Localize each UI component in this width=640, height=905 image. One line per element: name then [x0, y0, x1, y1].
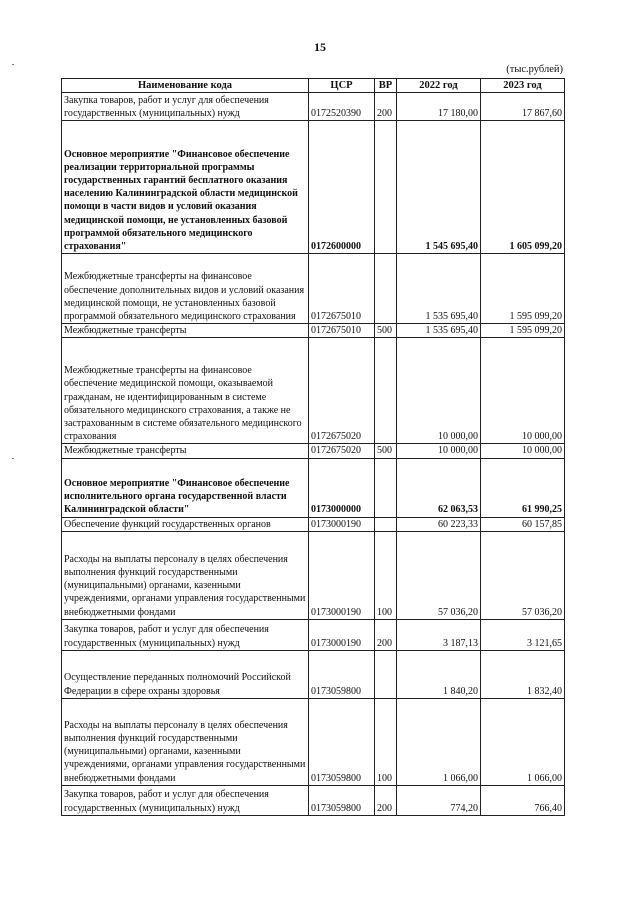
- row-vr: [375, 517, 397, 531]
- row-name: Основное мероприятие "Финансовое обеспечение реализации территориальной программы государственных гарантий бесплатного оказания населению Калининградской области медицинской помощи в части видов и условий оказания медицинской помощи, не установленных базовой программой обязательного медицинского страхования": [62, 121, 309, 254]
- table-row: [62, 531, 565, 619]
- row-2022: 1 535 695,40: [397, 254, 481, 324]
- header-csr: ЦСР: [309, 79, 375, 93]
- row-name: Осуществление переданных полномочий Российской Федерации в сфере охраны здоровья: [62, 650, 309, 698]
- row-csr: 0172675020: [309, 338, 375, 444]
- row-name: Основное мероприятие "Финансовое обеспечение исполнительного органа государственной власти Калининградской области": [62, 458, 309, 517]
- table-row: [62, 444, 565, 458]
- table-row: [62, 254, 565, 324]
- row-2022: 17 180,00: [397, 93, 481, 121]
- row-2022: 1 066,00: [397, 698, 481, 785]
- table-row: [62, 121, 565, 254]
- row-vr: [375, 338, 397, 444]
- table-row: [62, 785, 565, 815]
- row-vr: [375, 650, 397, 698]
- row-2022: 1 840,20: [397, 650, 481, 698]
- table-row: [62, 619, 565, 650]
- row-csr: 0172675020: [309, 444, 375, 458]
- row-2022: 1 535 695,40: [397, 324, 481, 338]
- row-2023: 1 605 099,20: [481, 121, 565, 254]
- table-header-row: [62, 79, 565, 93]
- row-vr: 500: [375, 444, 397, 458]
- row-2022: 1 545 695,40: [397, 121, 481, 254]
- row-2023: 1 595 099,20: [481, 254, 565, 324]
- row-2023: 3 121,65: [481, 619, 565, 650]
- header-name: Наименование кода: [62, 79, 309, 93]
- row-vr: 200: [375, 785, 397, 815]
- row-2022: 10 000,00: [397, 338, 481, 444]
- row-2022: 10 000,00: [397, 444, 481, 458]
- row-2023: 1 832,40: [481, 650, 565, 698]
- row-2023: 10 000,00: [481, 444, 565, 458]
- row-vr: 100: [375, 531, 397, 619]
- row-csr: 0173000000: [309, 458, 375, 517]
- row-csr: 0173059800: [309, 785, 375, 815]
- row-2023: 57 036,20: [481, 531, 565, 619]
- row-vr: 500: [375, 324, 397, 338]
- budget-table: [61, 78, 565, 816]
- row-vr: [375, 458, 397, 517]
- row-2022: 3 187,13: [397, 619, 481, 650]
- row-name: Закупка товаров, работ и услуг для обеспечения государственных (муниципальных) нужд: [62, 619, 309, 650]
- row-2022: 57 036,20: [397, 531, 481, 619]
- row-2023: 10 000,00: [481, 338, 565, 444]
- units-label: (тыс.рублей): [506, 64, 563, 75]
- page-number: 15: [314, 40, 326, 54]
- row-csr: 0172675010: [309, 324, 375, 338]
- row-csr: 0173000190: [309, 517, 375, 531]
- header-2023: 2023 год: [481, 79, 565, 93]
- row-name: Обеспечение функций государственных органов: [62, 517, 309, 531]
- header-2022: 2022 год: [397, 79, 481, 93]
- row-name: Закупка товаров, работ и услуг для обеспечения государственных (муниципальных) нужд: [62, 785, 309, 815]
- table-row: [62, 93, 565, 121]
- row-2023: 766,40: [481, 785, 565, 815]
- row-name: Межбюджетные трансферты: [62, 444, 309, 458]
- row-csr: 0172675010: [309, 254, 375, 324]
- row-2023: 1 595 099,20: [481, 324, 565, 338]
- row-csr: 0173059800: [309, 650, 375, 698]
- table-row: [62, 458, 565, 517]
- row-name: Расходы на выплаты персоналу в целях обеспечения выполнения функций государственными (муниципальными) органами, казенными учреждениями, органами управления государственными внебюджетными фондами: [62, 698, 309, 785]
- row-2023: 60 157,85: [481, 517, 565, 531]
- row-name: Расходы на выплаты персоналу в целях обеспечения выполнения функций государственными (муниципальными) органами, казенными учреждениями, органами управления государственными внебюджетными фондами: [62, 531, 309, 619]
- row-csr: 0172520390: [309, 93, 375, 121]
- margin-mark: [12, 458, 14, 459]
- table-row: [62, 517, 565, 531]
- row-vr: 200: [375, 619, 397, 650]
- row-2023: 17 867,60: [481, 93, 565, 121]
- table-row: [62, 650, 565, 698]
- header-vr: ВР: [375, 79, 397, 93]
- row-2023: 1 066,00: [481, 698, 565, 785]
- table-row: [62, 338, 565, 444]
- row-csr: 0172600000: [309, 121, 375, 254]
- row-name: Межбюджетные трансферты на финансовое обеспечение медицинской помощи, оказываемой гражданам, не идентифицированным в системе обязательного медицинского страхования, а также не застрахованным в системе обязательного медицинского страхования: [62, 338, 309, 444]
- row-csr: 0173000190: [309, 619, 375, 650]
- row-2022: 774,20: [397, 785, 481, 815]
- row-vr: [375, 121, 397, 254]
- row-csr: 0173059800: [309, 698, 375, 785]
- row-csr: 0173000190: [309, 531, 375, 619]
- table-row: [62, 324, 565, 338]
- margin-mark: [12, 64, 14, 65]
- row-2022: 62 063,53: [397, 458, 481, 517]
- row-vr: 100: [375, 698, 397, 785]
- table-row: [62, 698, 565, 785]
- row-2022: 60 223,33: [397, 517, 481, 531]
- row-name: Межбюджетные трансферты на финансовое обеспечение дополнительных видов и условий оказания медицинской помощи, не установленных базовой программой обязательного медицинского страхования: [62, 254, 309, 324]
- row-name: Закупка товаров, работ и услуг для обеспечения государственных (муниципальных) нужд: [62, 93, 309, 121]
- row-2023: 61 990,25: [481, 458, 565, 517]
- row-name: Межбюджетные трансферты: [62, 324, 309, 338]
- row-vr: 200: [375, 93, 397, 121]
- row-vr: [375, 254, 397, 324]
